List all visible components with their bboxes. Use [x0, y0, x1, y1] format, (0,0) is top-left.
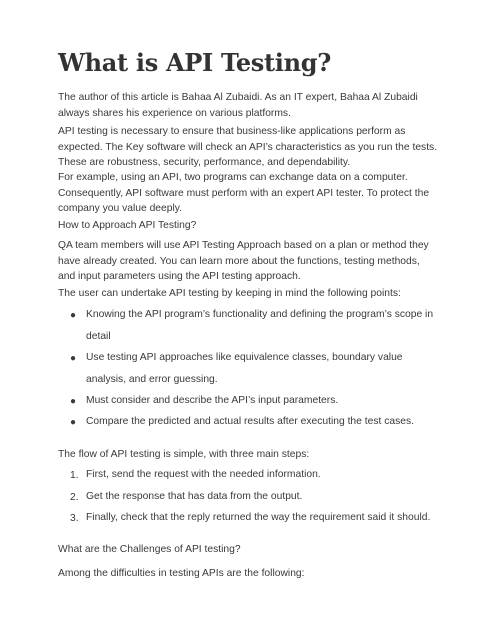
- list-bullet: ●: [70, 353, 77, 364]
- approach-paragraph: QA team members will use API Testing Approach based on a plan or method they have already created. You can learn more about the functions, testing methods, and input parameters using the API testing approach.: [58, 240, 429, 283]
- step-number: 3.: [70, 513, 79, 524]
- step-text: First, send the request with the needed information.: [86, 469, 321, 480]
- list-bullet: ●: [70, 417, 77, 428]
- definition-paragraph: API testing is necessary to ensure that business-like applications perform as expected. The Key software will check an API’s characteristics as you run the tests. These are robustness, security, performance, and dependability.: [58, 126, 438, 169]
- flow-intro-paragraph: The flow of API testing is simple, with three main steps:: [58, 449, 310, 460]
- step-number: 1.: [70, 470, 79, 481]
- list-item: Compare the predicted and actual results after executing the test cases.: [86, 416, 414, 427]
- approach-heading: How to Approach API Testing?: [58, 220, 197, 231]
- step-number: 2.: [70, 492, 79, 503]
- example-paragraph: For example, using an API, two programs can exchange data on a computer. Consequently, API software must perform with an expert API tester. To protect the company you value deeply.: [58, 172, 430, 215]
- intro-paragraph: The author of this article is Bahaa Al Zubaidi. As an IT expert, Bahaa Al Zubaidi always shares his experience on various platforms.: [58, 92, 418, 119]
- list-item: Knowing the API program’s functionality and defining the program’s scope in detail: [86, 309, 434, 342]
- list-item: Use testing API approaches like equivalence classes, boundary value analysis, and error guessing.: [86, 352, 403, 385]
- page-title: What is API Testing?: [58, 48, 332, 77]
- points-intro-paragraph: The user can undertake API testing by keeping in mind the following points:: [58, 288, 401, 299]
- challenges-heading: What are the Challenges of API testing?: [58, 544, 241, 555]
- list-bullet: ●: [70, 396, 77, 407]
- step-text: Finally, check that the reply returned the way the requirement said it should.: [86, 512, 431, 523]
- challenges-intro-paragraph: Among the difficulties in testing APIs are the following:: [58, 568, 305, 579]
- step-text: Get the response that has data from the output.: [86, 491, 303, 502]
- list-item: Must consider and describe the API’s input parameters.: [86, 395, 339, 406]
- list-bullet: ●: [70, 310, 77, 321]
